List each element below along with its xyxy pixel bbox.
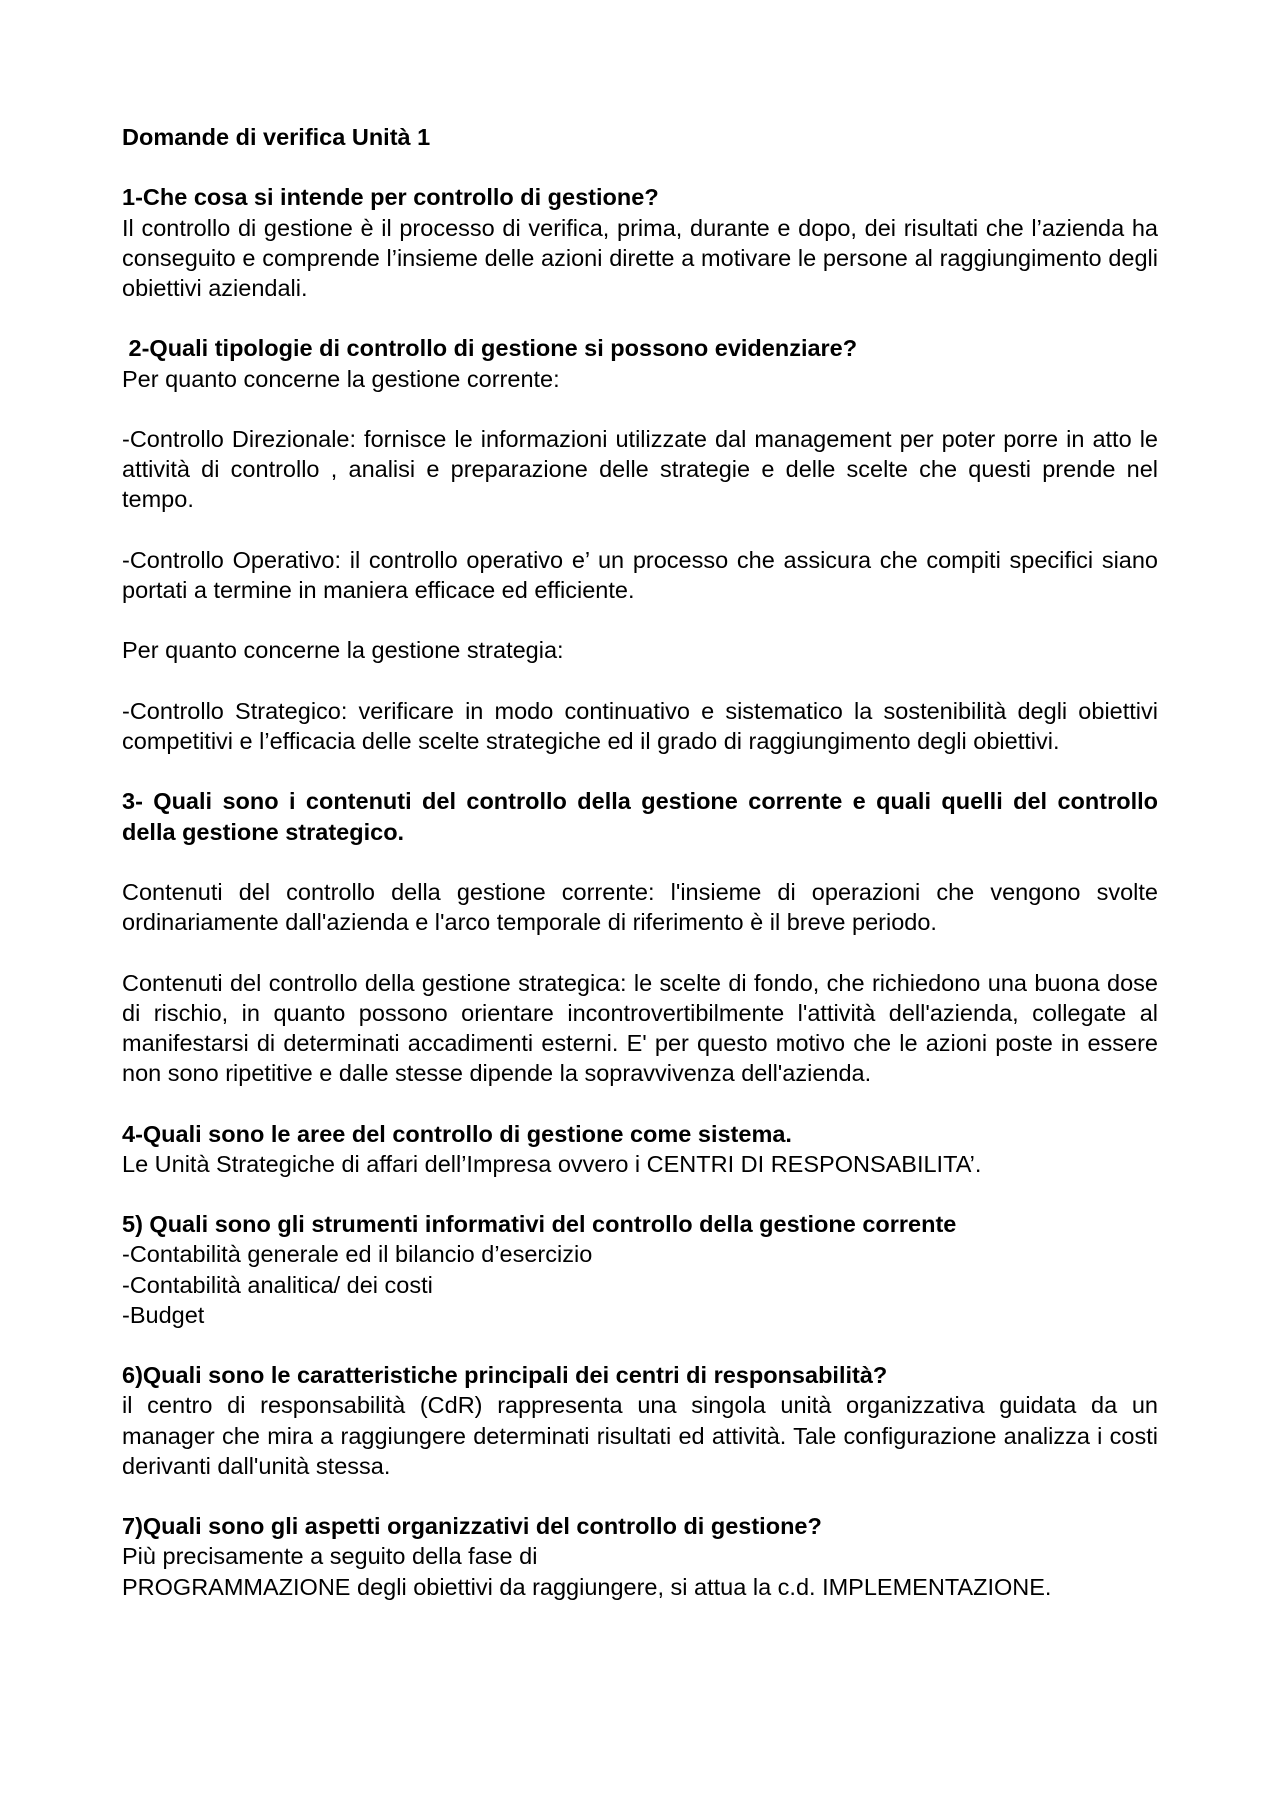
spacer <box>122 1088 1158 1118</box>
question-4: 4-Quali sono le aree del controllo di gestione come sistema. <box>122 1120 792 1147</box>
spacer <box>122 394 1158 424</box>
spacer <box>122 1481 1158 1511</box>
question-3: 3- Quali sono i contenuti del controllo della gestione corrente e quali quelli del controllo della gestione strategico. <box>122 788 1158 845</box>
question-7: 7)Quali sono gli aspetti organizzativi del controllo di gestione? <box>122 1513 822 1540</box>
question-6: 6)Quali sono le caratteristiche principali dei centri di responsabilità? <box>122 1362 888 1389</box>
answer-2-strategico: -Controllo Strategico: verificare in modo continuativo e sistematico la sostenibilità degli obiettivi competitivi e l’efficacia delle scelte strategiche ed il grado di raggiungimento degli obiettivi. <box>122 697 1158 754</box>
answer-7-line-2: PROGRAMMAZIONE degli obiettivi da raggiungere, si attua la c.d. IMPLEMENTAZIONE. <box>122 1573 1052 1600</box>
answer-1: Il controllo di gestione è il processo di verifica, prima, durante e dopo, dei risultati che l’azienda ha conseguito e comprende l’insieme delle azioni dirette a motivare le persone al raggiungimento degli obiettivi aziendali. <box>122 214 1158 301</box>
spacer <box>122 1179 1158 1209</box>
spacer <box>122 605 1158 635</box>
answer-5-item: -Budget <box>122 1301 205 1328</box>
answer-5-item: -Contabilità analitica/ dei costi <box>122 1271 433 1298</box>
spacer <box>122 756 1158 786</box>
answer-5-item: -Contabilità generale ed il bilancio d’esercizio <box>122 1241 593 1268</box>
spacer <box>122 847 1158 877</box>
spacer <box>122 937 1158 967</box>
answer-2-intro-corrente: Per quanto concerne la gestione corrente: <box>122 365 560 392</box>
spacer <box>122 666 1158 696</box>
answer-6: il centro di responsabilità (CdR) rappresenta una singola unità organizzativa guidata da un manager che mira a raggiungere determinati risultati ed attività. Tale configurazione analizza i costi derivanti dall'unità stessa. <box>122 1392 1158 1479</box>
question-1: 1-Che cosa si intende per controllo di gestione? <box>122 184 659 211</box>
question-5: 5) Quali sono gli strumenti informativi del controllo della gestione corrente <box>122 1211 957 1238</box>
answer-2-direzionale: -Controllo Direzionale: fornisce le informazioni utilizzate dal management per poter porre in atto le attività di controllo , analisi e preparazione delle strategie e delle scelte che questi prende nel tempo. <box>122 425 1158 513</box>
spacer <box>122 515 1158 545</box>
answer-4: Le Unità Strategiche di affari dell’Impresa ovvero i CENTRI DI RESPONSABILITA’. <box>122 1150 982 1177</box>
document-title: Domande di verifica Unità 1 <box>122 124 431 150</box>
answer-3-strategica: Contenuti del controllo della gestione strategica: le scelte di fondo, che richiedono una buona dose di rischio, in quanto possono orientare incontrovertibilmente l'attività dell'azienda, collegate al manifestarsi di determinati accadimenti esterni. E' per questo motivo che le azioni poste in essere non sono ripetitive e dalle stesse dipende la sopravvivenza dell'azienda. <box>122 969 1158 1087</box>
question-2: 2-Quali tipologie di controllo di gestione si possono evidenziare? <box>122 335 858 362</box>
spacer <box>122 152 1158 182</box>
document-page <box>122 122 1158 1602</box>
answer-2-operativo: -Controllo Operativo: il controllo operativo e’ un processo che assicura che compiti specifici siano portati a termine in maniera efficace ed efficiente. <box>122 546 1158 603</box>
spacer <box>122 303 1158 333</box>
answer-7-line-1: Più precisamente a seguito della fase di <box>122 1543 538 1570</box>
answer-2-intro-strategia: Per quanto concerne la gestione strategia: <box>122 637 564 664</box>
spacer <box>122 1330 1158 1360</box>
answer-3-corrente: Contenuti del controllo della gestione corrente: l'insieme di operazioni che vengono svolte ordinariamente dall'azienda e l'arco temporale di riferimento è il breve periodo. <box>122 878 1158 936</box>
